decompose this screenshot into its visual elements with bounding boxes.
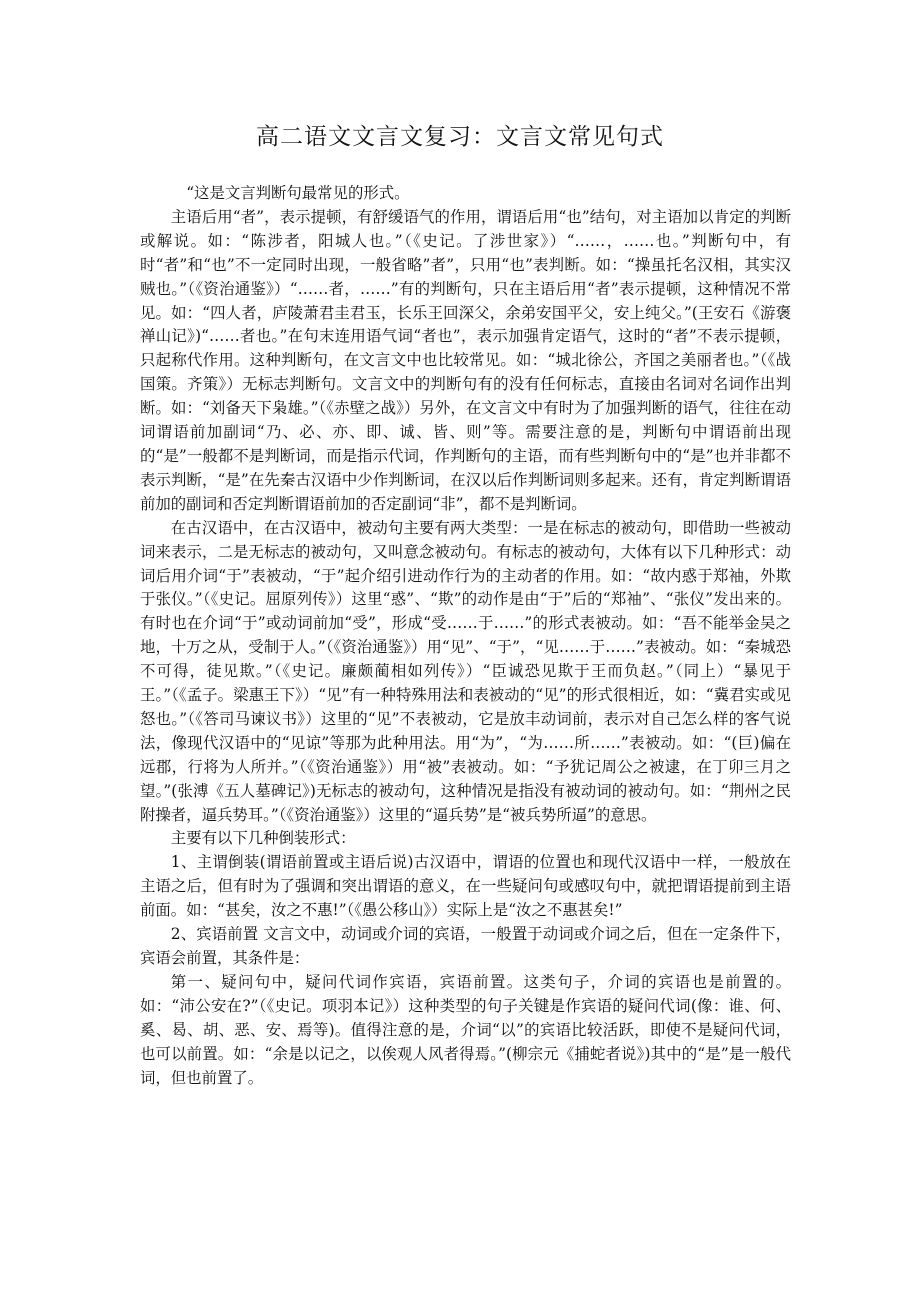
paragraph-subject-predicate-inversion: 1、主谓倒装(谓语前置或主语后说)古汉语中，谓语的位置也和现代汉语中一样，一般放在主语之后，但有时为了强调和突出谓语的意义，在一些疑问句或感叹句中，就把谓语提前到主语前面。如：“甚矣，汝之不惠!”（《愚公移山》）实际上是“汝之不惠甚矣!” (140, 853, 791, 920)
page-title: 高二语文文言文复习：文言文常见句式 (256, 124, 664, 150)
paragraph-inversion-intro: 主要有以下几种倒装形式： (170, 829, 356, 848)
paragraph-intro: “这是文言判断句最常见的形式。 (186, 184, 410, 202)
document-body (140, 182, 791, 1090)
paragraph-object-preposing: 2、宾语前置 文言文中，动词或介词的宾语，一般置于动词或介词之后，但在一定条件下，宾语会前置，其条件是： (140, 925, 791, 967)
paragraph-judgment: 主语后用“者”，表示提顿，有舒缓语气的作用，谓语后用“也”结句，对主语加以肯定的判断或解说。如：“陈涉者，阳城人也。”（《史记。了涉世家》）“……，……也。”判断句中，有时“者”和“也”不一定同时出现，一般省略”者”，只用“也”表判断。如：“操虽托名汉相，其实汉贼也。”（《资治通鉴》）“……者，……”有的判断句，只在主语后用“者”表示提顿，这种情况不常见。如：“四人者，庐陵萧君圭君玉，长乐王回深父，余弟安国平父，安上纯父。”(王安石《游褒禅山记》)“……者也。”在句末连用语气词“者也”，表示加强肯定语气，这时的“者”不表示提顿，只起称代作用。这种判断句，在文言文中也比较常见。如：“城北徐公，齐国之美丽者也。”（《战国策。齐策》）无标志判断句。文言文中的判断句有的没有任何标志，直接由名词对名词作出判断。如：“刘备天下枭雄。”（《赤壁之战》）另外，在文言文中有时为了加强判断的语气，往往在动词谓语前加副词“乃、必、亦、即、诚、皆、则”等。需要注意的是，判断句中谓语前出现的“是”一般都不是判断词，而是指示代词，作判断句的主语，而有些判断句中的“是”也并非都不表示判断，“是”在先秦古汉语中少作判断词，在汉以后作判断词则多起来。还有，肯定判断谓语前加的副词和否定判断谓语前加的否定副词“非”，都不是判断词。 (140, 207, 791, 513)
paragraph-interrogative-object: 第一、疑问句中，疑问代词作宾语，宾语前置。这类句子，介词的宾语也是前置的。如：“沛公安在?”（《史记。项羽本记》）这种类型的句子关键是作宾语的疑问代词(像：谁、何、奚、曷、胡、恶、安、焉等)。值得注意的是，介词“以”的宾语比较活跃，即使不是疑问代词，也可以前置。如：“余是以记之，以俟观人风者得焉。”(柳宗元《捕蛇者说》)其中的“是”是一般代词，但也前置了。 (140, 972, 791, 1087)
paragraph-passive: 在古汉语中，在古汉语中，被动句主要有两大类型：一是在标志的被动句，即借助一些被动词来表示，二是无标志的被动句，又叫意念被动句。有标志的被动句，大体有以下几种形式：动词后用介词“于”表被动，“于”起介绍引进动作行为的主动者的作用。如：“故内惑于郑袖，外欺于张仪。”（《史记。屈原列传》）这里“惑”、“欺”的动作是由“于”后的“郑袖”、“张仪”发出来的。有时也在介词“于”或动词前加“受”，形成“受……于……”的形式表被动。如：“吾不能举金吴之地，十万之从，受制于人。”（《资治通鉴》）用“见”、“于”，“见……于……”表被动。如：“秦城恐不可得，徒见欺。”（《史记。廉颇蔺相如列传》）“臣诚恐见欺于王而负赵。”（同上）“暴见于王。”（《孟子。梁惠王下》）“见”有一种特殊用法和表被动的“见”的形式很相近，如：“冀君实或见怒也。”（《答司马谏议书》）这里的“见”不表被动，它是放丰动词前，表示对自己怎么样的客气说法，像现代汉语中的“见谅”等那为此种用法。用“为”，“为……所……”表被动。如：“(巨)偏在远郡，行将为人所并。”（《资治通鉴》）用“被”表被动。如：“予犹记周公之被逮，在丁卯三月之望。”(张溥《五人墓碑记》)无标志的被动句，这种情况是指没有被动词的被动句。如：“荆州之民附操者，逼兵势耳。”（《资治通鉴》）这里的“逼兵势”是“被兵势所逼”的意思。 (140, 518, 791, 824)
